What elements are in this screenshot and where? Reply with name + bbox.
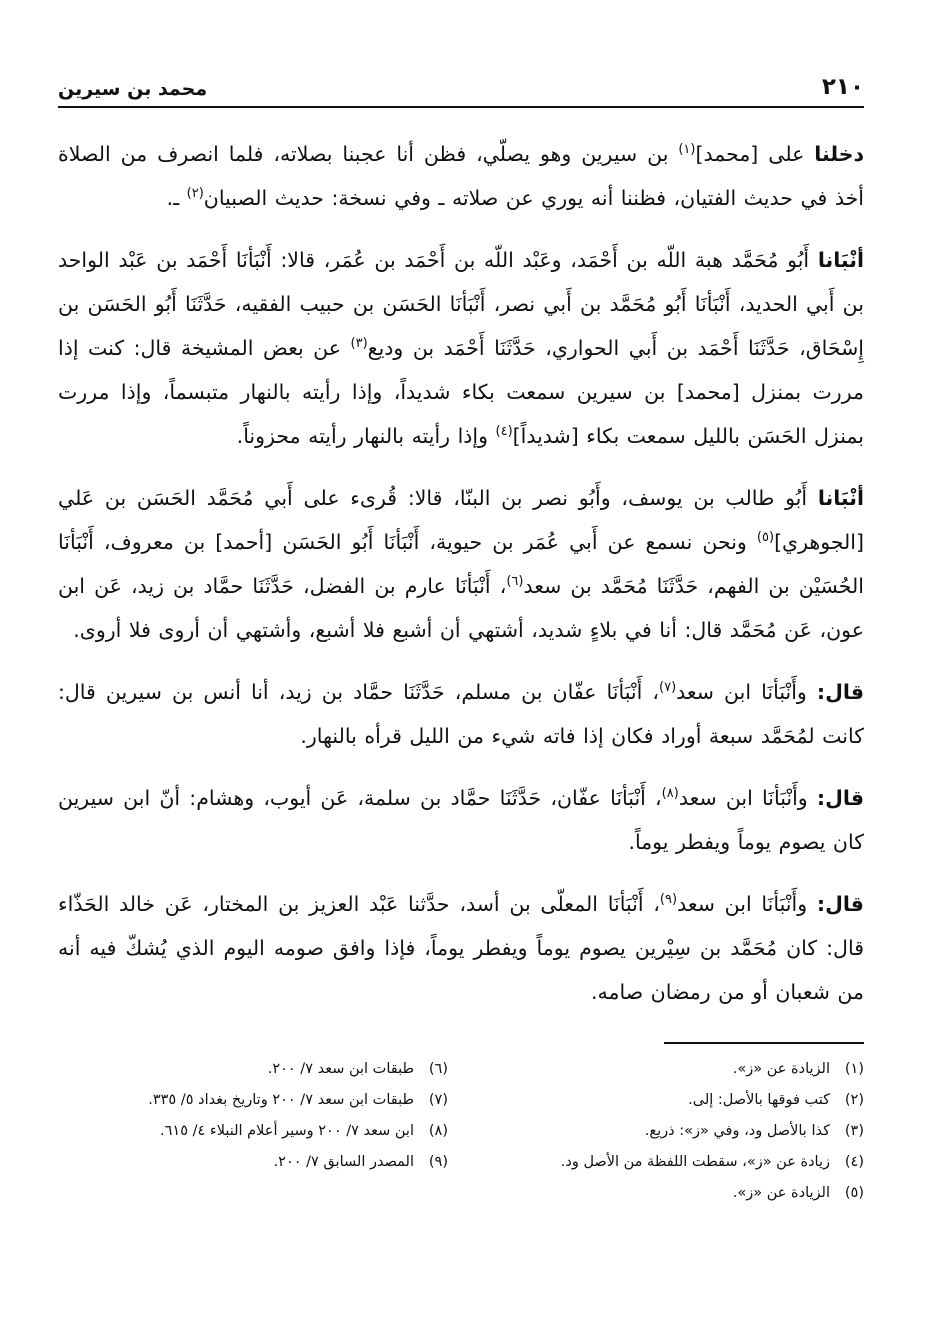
text-segment: وأَنْبَأنَا ابن سعد [677, 892, 817, 916]
running-title: محمد بن سيرين [58, 78, 208, 100]
text-segment: ، أَنْبَأنَا عفّان بن مسلم، حَدَّثَنَا حمَّاد بن زيد، أنا أنس بن سيرين قال: كانت لمُحَمَّد سبعة أوراد فكان إذا فاته شيء من الليل قرأه بالنهار. [58, 680, 864, 748]
footnote [58, 1147, 448, 1178]
text-segment: وأَنْبَأنَا ابن سعد [676, 680, 817, 704]
paragraph [58, 882, 864, 1014]
footnote [58, 1085, 448, 1116]
paragraph-lead-word: أنْبَانا [817, 486, 864, 510]
footnote-marker: (١) [678, 142, 696, 158]
paragraph-lead-word: قال: [816, 680, 864, 704]
text-segment: ـ. [166, 186, 187, 210]
paragraph [58, 132, 864, 220]
text-segment: وإذا رأيته بالنهار رأيته محزوناً. [236, 424, 496, 448]
footnotes-column-right [474, 1054, 864, 1209]
paragraph-lead-word: دخلنا [814, 142, 864, 166]
footnote-text: المصدر السابق ٧/ ٢٠٠. [273, 1154, 414, 1170]
footnote-number: (٩) [428, 1154, 448, 1170]
paragraph [58, 776, 864, 864]
footnote-marker: (٦) [506, 574, 524, 590]
text-segment: أَبُو مُحَمَّد هبة اللّه بن أَحْمَد، وعَبْد اللّه بن أَحْمَد بن عُمَر، قالا: أَنْبَأنَا أَحْمَد بن عَبْد الواحد بن أَبي الحديد، أَنْبَأنَا أَبُو مُحَمَّد بن أَبي نصر، أَنْبَأنَا الحَسَن بن حبيب الفقيه، حَدَّثَنَا أَبُو الحَسَن بن إِسْحَاق، حَدَّثَنَا أَحْمَد بن أَبي الحواري، حَدَّثَنَا أَحْمَد بن وديع [58, 248, 864, 360]
footnote-number: (٨) [428, 1123, 448, 1139]
paragraph [58, 238, 864, 458]
footnote-number: (٥) [844, 1185, 864, 1201]
footnote [58, 1116, 448, 1147]
paragraph-lead-word: قال: [816, 892, 864, 916]
footnote-number: (٧) [428, 1092, 448, 1108]
text-segment: ونحن نسمع عن أَبي عُمَر بن حيوية، أَنْبَأنَا أَبُو الحَسَن [أحمد] بن معروف، أَنْبَأنَا الحُسَيْن بن الفهم، حَدَّثَنَا مُحَمَّد بن سعد [58, 530, 864, 598]
text-segment: عن بعض المشيخة قال: كنت إذا مررت بمنزل [محمد] بن سيرين سمعت بكاء شديداً، وإذا رأيته بالنهار متبسماً، وإذا مررت بمنزل الحَسَن بالليل سمعت بكاء [شديداً] [58, 336, 864, 448]
footnote-marker: (٨) [661, 786, 679, 802]
footnote-marker: (٧) [659, 680, 677, 696]
footnote-text: كتب فوقها بالأصل: إلى. [688, 1092, 830, 1108]
text-segment: وأَنْبَأنَا ابن سعد [678, 786, 817, 810]
footnote-number: (٤) [844, 1154, 864, 1170]
footnote-marker: (٥) [756, 530, 775, 546]
footnote [474, 1178, 864, 1209]
page-header [58, 60, 864, 108]
footnote-text: ابن سعد ٧/ ٢٠٠ وسير أعلام النبلاء ٤/ ٦١٥. [160, 1123, 414, 1139]
footnote-marker: (٣) [350, 336, 368, 352]
footnote [474, 1147, 864, 1178]
footnote [58, 1054, 448, 1085]
footnote-text: طبقات ابن سعد ٧/ ٢٠٠ وتاريخ بغداد ٥/ ٣٣٥. [148, 1092, 414, 1108]
footnote-number: (٣) [844, 1123, 864, 1139]
footnote-marker: (٢) [186, 186, 204, 202]
footnote-separator [664, 1042, 864, 1044]
footnote-number: (٦) [428, 1061, 448, 1077]
footnote [474, 1116, 864, 1147]
paragraph-lead-word: قال: [816, 786, 864, 810]
text-segment: بن سيرين وهو يصلّي، فظن أنا عجبنا بصلاته، فلما انصرف من الصلاة أخذ في حديث الفتيان، فظننا أنه يوري عن صلاته ـ وفي نسخة: حديث الصبيان [58, 142, 864, 210]
footnotes-column-left [58, 1054, 448, 1209]
text-segment: ، أَنْبَأنَا عفّان، حَدَّثَنَا حمَّاد بن سلمة، عَن أيوب، وهشام: أنّ ابن سيرين كان يصوم يوماً ويفطر يوماً. [58, 786, 864, 854]
footnote-marker: (٤) [495, 424, 513, 440]
paragraph [58, 670, 864, 758]
footnote-number: (١) [844, 1061, 864, 1077]
footnote-text: زيادة عن «ز»، سقطت اللفظة من الأصل ود. [560, 1154, 830, 1170]
text-segment: ، أَنْبَأنَا المعلّى بن أسد، حدَّثنا عَبْد العزيز بن المختار، عَن خالد الحَذّاء قال: كان مُحَمَّد بن سِيْرين يصوم يوماً ويفطر يوماً، فإذا وافق صومه اليوم الذي يُشكّ فيه أنه من شعبان أو من رمضان صامه. [58, 892, 864, 1004]
text-segment: أَبُو طالب بن يوسف، وأَبُو نصر بن البنّا، قالا: قُرىء على أَبي مُحَمَّد الحَسَن بن عَلي [الجوهري] [58, 486, 864, 554]
footnote-number: (٢) [844, 1092, 864, 1108]
footnote-marker: (٩) [659, 892, 678, 908]
text-segment: على [محمد] [695, 142, 815, 166]
footnote-text: طبقات ابن سعد ٧/ ٢٠٠. [267, 1061, 414, 1077]
footnote-text: الزيادة عن «ز». [732, 1185, 830, 1201]
text-segment: ، أَنْبَأنَا عارم بن الفضل، حَدَّثَنَا حمَّاد بن زيد، عَن ابن عون، عَن مُحَمَّد قال: أنا في بلاءٍ شديد، أشتهي أن أشبع فلا أشبع، وأشتهي أن أروى فلا أروى. [58, 574, 864, 642]
paragraph [58, 476, 864, 652]
main-text [58, 132, 864, 1014]
footnote [474, 1054, 864, 1085]
footnote-text: كذا بالأصل ود، وفي «ز»: ذريع. [644, 1123, 830, 1139]
footnotes [58, 1054, 864, 1209]
page-number: ٢١٠ [821, 74, 864, 100]
footnote-text: الزيادة عن «ز». [732, 1061, 830, 1077]
paragraph-lead-word: أنْبَانا [817, 248, 864, 272]
book-page [58, 60, 864, 1209]
footnote [474, 1085, 864, 1116]
